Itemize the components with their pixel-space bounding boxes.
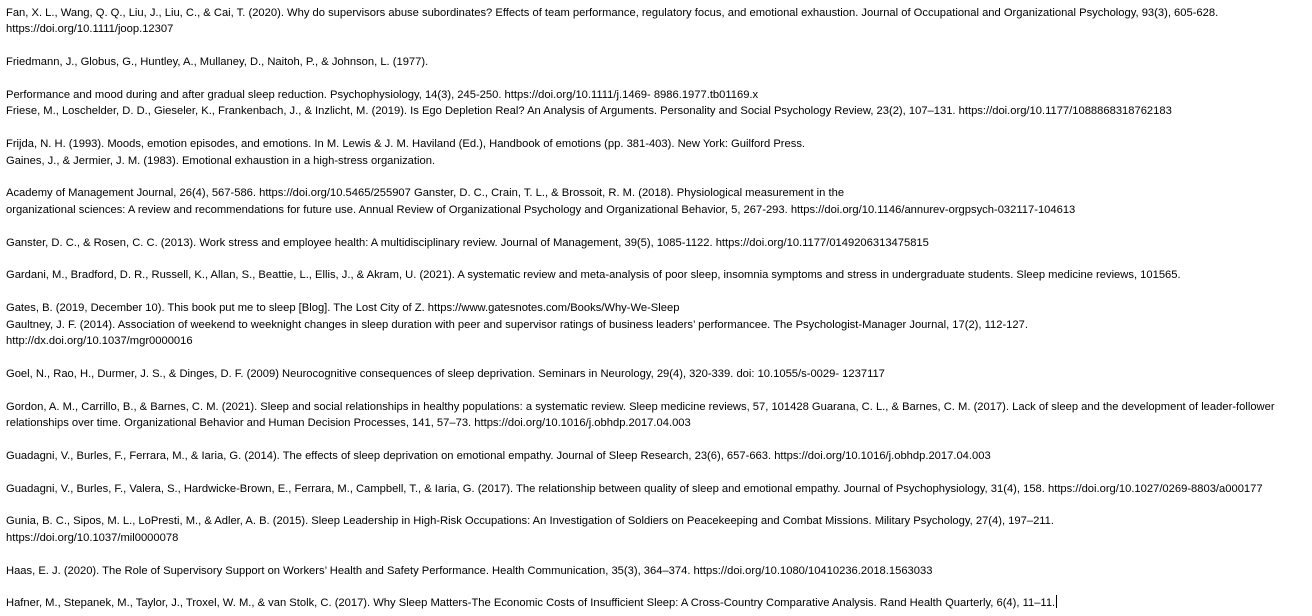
reference-entry: Guadagni, V., Burles, F., Ferrara, M., & Iaria, G. (2014). The effects of sleep deprivation on emotional empathy. Journal of Sleep Research, 23(6), 657-663. https://doi.org/10.1016/j.obhdp.2017.04.003 xyxy=(6,449,991,462)
reference-text: Hafner, M., Stepanek, M., Taylor, J., Troxel, W. M., & van Stolk, C. (2017). Why Sleep Matters-The Economic Costs of Insufficient Sleep: A Cross-Country Comparative Analysis. Rand Health Quarterly, 6(4), 11–11. xyxy=(6,597,1056,610)
reference-entry: Frijda, N. H. (1993). Moods, emotion episodes, and emotions. In M. Lewis & J. M. Haviland (Ed.), Handbook of emotions (pp. 381-403). New York: Guilford Press. xyxy=(6,138,806,151)
reference-entry: Gordon, A. M., Carrillo, B., & Barnes, C. M. (2021). Sleep and social relationships in healthy populations: a systematic review. Sleep medicine reviews, 57, 101428 Guarana, C. L., & Barnes, C. M. (2017). Lack of sleep and the development of leader-follower relationships over time. Organizational Behavior and Human Decision Processes, 141, 57–73. https://doi.org/10.1016/j.obhdp.2017.04.003 xyxy=(6,400,1275,430)
paragraph-spacer xyxy=(6,120,1302,136)
paragraph-spacer xyxy=(6,349,1302,365)
paragraph-spacer xyxy=(6,497,1302,513)
reference-entry: Friedmann, J., Globus, G., Huntley, A., Mullaney, D., Naitoh, P., & Johnson, L. (1977). xyxy=(6,56,429,69)
reference-entry: Goel, N., Rao, H., Durmer, J. S., & Dinges, D. F. (2009) Neurocognitive consequences of sleep deprivation. Seminars in Neurology, 29(4), 320-339. doi: 10.1055/s-0029- 1237117 xyxy=(6,367,885,380)
paragraph-spacer xyxy=(6,284,1302,300)
reference-entry: https://doi.org/10.1037/mil0000078 xyxy=(6,531,179,544)
paragraph-spacer xyxy=(6,431,1302,447)
reference-entry: Gardani, M., Bradford, D. R., Russell, K., Allan, S., Beattie, L., Ellis, J., & Akram, U. (2021). A systematic review and meta-analysis of poor sleep, insomnia symptoms and stress in undergraduate students. Sleep medicine reviews, 101565. xyxy=(6,269,1181,282)
reference-entry: http://dx.doi.org/10.1037/mgr0000016 xyxy=(6,335,193,348)
paragraph-spacer xyxy=(6,38,1302,54)
paragraph-spacer xyxy=(6,579,1302,595)
reference-entry: Guadagni, V., Burles, F., Valera, S., Hardwicke-Brown, E., Ferrara, M., Campbell, T., & Iaria, G. (2017). The relationship between quality of sleep and emotional empathy. Journal of Psychophysiology, 31(4), 158. https://doi.org/10.1027/0269-8803/a000177 xyxy=(6,482,1263,495)
reference-entry: organizational sciences: A review and recommendations for future use. Annual Review of Organizational Psychology and Organizational Behavior, 5, 267-293. https://doi.org/10.1146/annurev-orgpsych-032117-104613 xyxy=(6,203,1076,216)
paragraph-spacer xyxy=(6,382,1302,398)
reference-entry: Ganster, D. C., & Rosen, C. C. (2013). Work stress and employee health: A multidisciplinary review. Journal of Management, 39(5), 1085-1122. https://doi.org/10.1177/0149206313475815 xyxy=(6,236,929,249)
reference-entry: Gaultney, J. F. (2014). Association of weekend to weeknight changes in sleep duration with peer and supervisor ratings of business leaders’ performancee. The Psychologist-Manager Journal, 17(2), 112-127. xyxy=(6,318,1028,331)
reference-entry: Gates, B. (2019, December 10). This book put me to sleep [Blog]. The Lost City of Z. https://www.gatesnotes.com/Books/Why-We-Sleep xyxy=(6,302,680,315)
paragraph-spacer xyxy=(6,169,1302,185)
reference-entry: Haas, E. J. (2020). The Role of Supervisory Support on Workers’ Health and Safety Performance. Health Communication, 35(3), 364–374. https://doi.org/10.1080/10410236.2018.1563033 xyxy=(6,564,933,577)
paragraph-spacer xyxy=(6,71,1302,87)
reference-entry: Academy of Management Journal, 26(4), 567-586. https://doi.org/10.5465/255907 Ganster, D. C., Crain, T. L., & Brossoit, R. M. (2018). Physiological measurement in the xyxy=(6,187,845,200)
reference-entry-last xyxy=(6,595,1302,611)
reference-entry: Performance and mood during and after gradual sleep reduction. Psychophysiology, 14(3), 245-250. https://doi.org/10.1111/j.1469- 8986.1977.tb01169.x xyxy=(6,89,759,101)
reference-entry: Gaines, J., & Jermier, J. M. (1983). Emotional exhaustion in a high-stress organization. xyxy=(6,154,436,167)
text-cursor xyxy=(1056,595,1057,608)
paragraph-spacer xyxy=(6,464,1302,480)
reference-entry: Gunia, B. C., Sipos, M. L., LoPresti, M., & Adler, A. B. (2015). Sleep Leadership in High-Risk Occupations: An Investigation of Soldiers on Peacekeeping and Combat Missions. Military Psychology, 27(4), 197–211. xyxy=(6,515,1055,528)
paragraph-spacer xyxy=(6,218,1302,234)
document-body[interactable] xyxy=(6,5,1302,612)
reference-entry: Fan, X. L., Wang, Q. Q., Liu, J., Liu, C., & Cai, T. (2020). Why do supervisors abuse subordinates? Effects of team performance, regulatory focus, and emotional exhaustion. Journal of Occupational and Organizational Psychology, 93(3), 605-628. https://doi.org/10.1111/joop.12307 xyxy=(6,7,1219,36)
paragraph-spacer xyxy=(6,546,1302,562)
reference-entry: Friese, M., Loschelder, D. D., Gieseler, K., Frankenbach, J., & Inzlicht, M. (2019). Is Ego Depletion Real? An Analysis of Arguments. Personality and Social Psychology Review, 23(2), 107–131. https://doi.org/10.1177/1088868318762183 xyxy=(6,105,1172,118)
paragraph-spacer xyxy=(6,251,1302,267)
